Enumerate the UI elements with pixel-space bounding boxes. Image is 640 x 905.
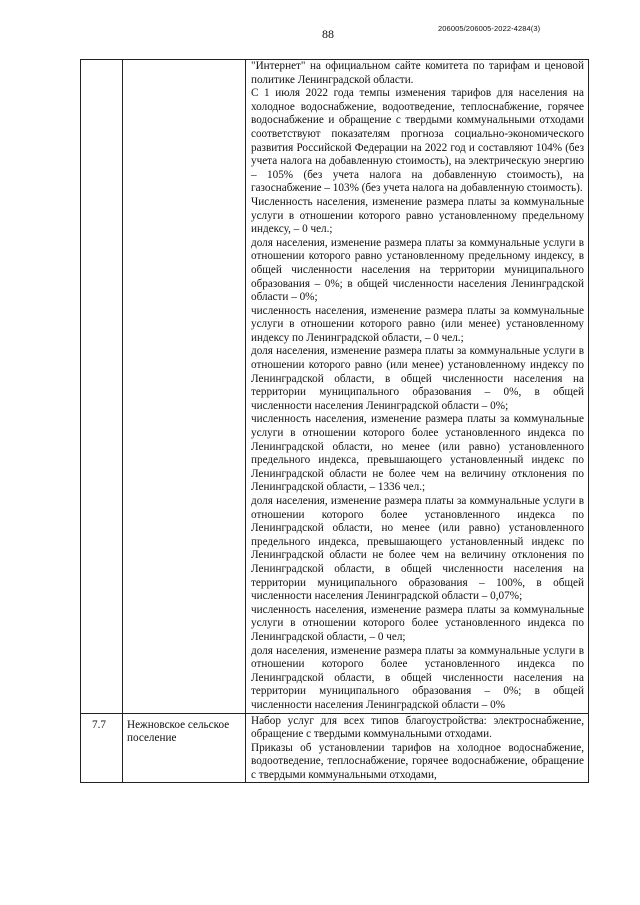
table-row <box>81 713 589 783</box>
paragraph: численность населения, изменение размера платы за коммунальные услуги в отношении которого равно (или менее) установленному индексу по Ленинградской области, – 0 чел.; <box>251 304 584 344</box>
paragraph: численность населения, изменение размера платы за коммунальные услуги в отношении которого более установленного индекса по Ленинградской области, но менее (или равно) установленного предельного индекса, превышающего установленный индекс по Ленинградской области не более чем на величину отклонения по Ленинградской области, – 1336 чел.; <box>251 413 584 494</box>
page-number: 88 <box>322 27 334 41</box>
paragraph: Приказы об установлении тарифов на холодное водоснабжение, водоотведение, теплоснабжение, горячее водоснабжение, обращение с твердыми коммунальными отходами, <box>251 741 584 781</box>
document-code: 206005/206005-2022-4284(3) <box>438 24 541 33</box>
settlement-name-cell: Нежновское сельское поселение <box>123 713 246 783</box>
paragraph: С 1 июля 2022 года темпы изменения тарифов для населения на холодное водоснабжение, водоотведение, теплоснабжение, горячее водоснабжение и обращение с твердыми коммунальными отходами соответствуют показателям прогноза социально-экономического развития Российской Федерации на 2022 год и составляют 104% (без учета налога на добавленную стоимость), на электрическую энергию – 105% (без учета налога на добавленную стоимость), на газоснабжение – 103% (без учета налога на добавленную стоимость). <box>251 87 584 195</box>
settlement-name-cell <box>123 60 246 714</box>
description-cell <box>246 713 589 783</box>
description-cell <box>246 60 589 714</box>
table-row <box>81 60 589 714</box>
paragraph: доля населения, изменение размера платы за коммунальные услуги в отношении которого более установленного индекса по Ленинградской области, но менее (или равно) установленного предельного индекса, превышающего установленный индекс по Ленинградской области не более чем на величину отклонения по Ленинградской области, в общей численности населения на территории муниципального образования – 100%, в общей численности населения Ленинградской области – 0,07%; <box>251 495 584 603</box>
paragraph: численность населения, изменение размера платы за коммунальные услуги в отношении которого более установленного индекса по Ленинградской области, – 0 чел; <box>251 603 584 643</box>
paragraph: доля населения, изменение размера платы за коммунальные услуги в отношении которого более установленного индекса по Ленинградской области, в общей численности населения на территории муниципального образования – 0%; в общей численности населения Ленинградской области – 0% <box>251 644 584 711</box>
row-number-cell: 7.7 <box>81 713 123 783</box>
paragraph: доля населения, изменение размера платы за коммунальные услуги в отношении которого равно установленному предельному индексу, в общей численности населения на территории муниципального образования – 0%; в общей численности населения Ленинградской области – 0%; <box>251 236 584 304</box>
paragraph: Набор услуг для всех типов благоустройства: электроснабжение, обращение с твердыми коммунальными отходами. <box>251 714 584 741</box>
paragraph: Численность населения, изменение размера платы за коммунальные услуги в отношении которого равно установленному предельному индексу, – 0 чел.; <box>251 195 584 236</box>
municipal-tariff-table <box>80 59 589 783</box>
paragraph: "Интернет" на официальном сайте комитета по тарифам и ценовой политике Ленинградской области. <box>251 60 584 86</box>
paragraph: доля населения, изменение размера платы за коммунальные услуги в отношении которого равно (или менее) установленному индексу по Ленинградской области, в общей численности населения на территории муниципального образования – 0%, в общей численности населения Ленинградской области – 0%; <box>251 345 584 412</box>
row-number-cell <box>81 60 123 714</box>
